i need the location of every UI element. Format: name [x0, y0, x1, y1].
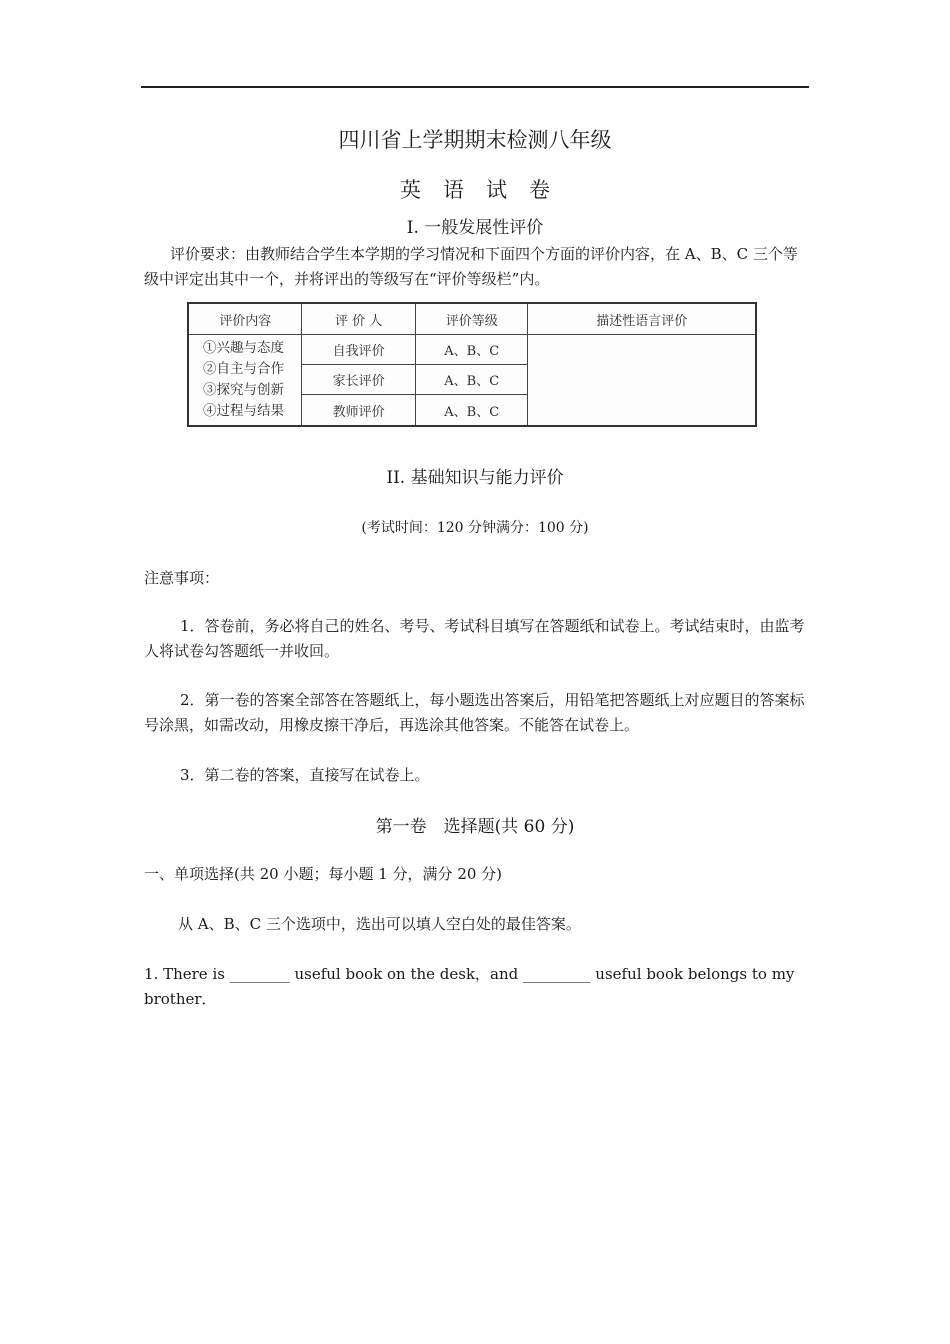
header-evaluator: 评 价 人	[302, 303, 416, 335]
evaluator-cell: 自我评价	[302, 335, 416, 365]
exam-time: (考试时间：120 分钟满分：100 分)	[361, 520, 589, 536]
notice-item: 2．第一卷的答案全部答在答题纸上，每小题选出答案后，用铅笔把答题纸上对应题目的答案标号涂黑，如需改动，用橡皮擦干净后，再选涂其他答案。不能答在试卷上。	[144, 691, 805, 734]
grade-cell: A、B、C	[415, 335, 528, 365]
notice-item: 1．答卷前，务必将自己的姓名、考号、考试科目填写在答题纸和试卷上。考试结束时，由监考人将试卷勾答题纸一并收回。	[144, 617, 805, 660]
question-1: 1. There is ________ useful book on the desk，and _________ useful book belongs to my brother．	[144, 965, 795, 1008]
top-rule	[141, 86, 809, 88]
content-item: ①兴趣与态度	[203, 340, 284, 356]
exam-title: 四川省上学期期末检测八年级	[338, 128, 612, 152]
content-item: ③探究与创新	[203, 382, 284, 398]
single-choice-heading: 一、单项选择(共 20 小题；每小题 1 分，满分 20 分)	[144, 865, 503, 883]
table-header-row	[188, 303, 756, 335]
part1-title: 第一卷 选择题(共 60 分)	[375, 817, 575, 837]
grade-cell: A、B、C	[415, 365, 528, 395]
header-grade: 评价等级	[415, 303, 528, 335]
section2-title: II. 基础知识与能力评价	[386, 468, 564, 488]
exam-subject: 英语试卷	[400, 178, 572, 202]
content-item: ④过程与结果	[203, 403, 284, 419]
choice-instruction: 从 A、B、C 三个选项中，选出可以填人空白处的最佳答案。	[178, 915, 581, 933]
evaluation-table	[187, 302, 757, 427]
header-description: 描述性语言评价	[528, 303, 756, 335]
notice-item: 3．第二卷的答案，直接写在试卷上。	[180, 766, 430, 784]
evaluator-cell: 家长评价	[302, 365, 416, 395]
grade-cell: A、B、C	[415, 395, 528, 426]
evaluation-requirement: 评价要求：由教师结合学生本学期的学习情况和下面四个方面的评价内容，在 A、B、C 三个等级中评定出其中一个，并将评出的等级写在“评价等级栏”内。	[144, 245, 798, 288]
content-item: ②自主与合作	[203, 361, 284, 377]
header-content: 评价内容	[188, 303, 302, 335]
section1-title: I. 一般发展性评价	[406, 218, 544, 238]
table-row	[188, 335, 756, 365]
description-cell	[528, 335, 756, 427]
notice-label: 注意事项：	[144, 569, 220, 587]
evaluator-cell: 教师评价	[302, 395, 416, 426]
content-items-cell	[188, 335, 302, 427]
